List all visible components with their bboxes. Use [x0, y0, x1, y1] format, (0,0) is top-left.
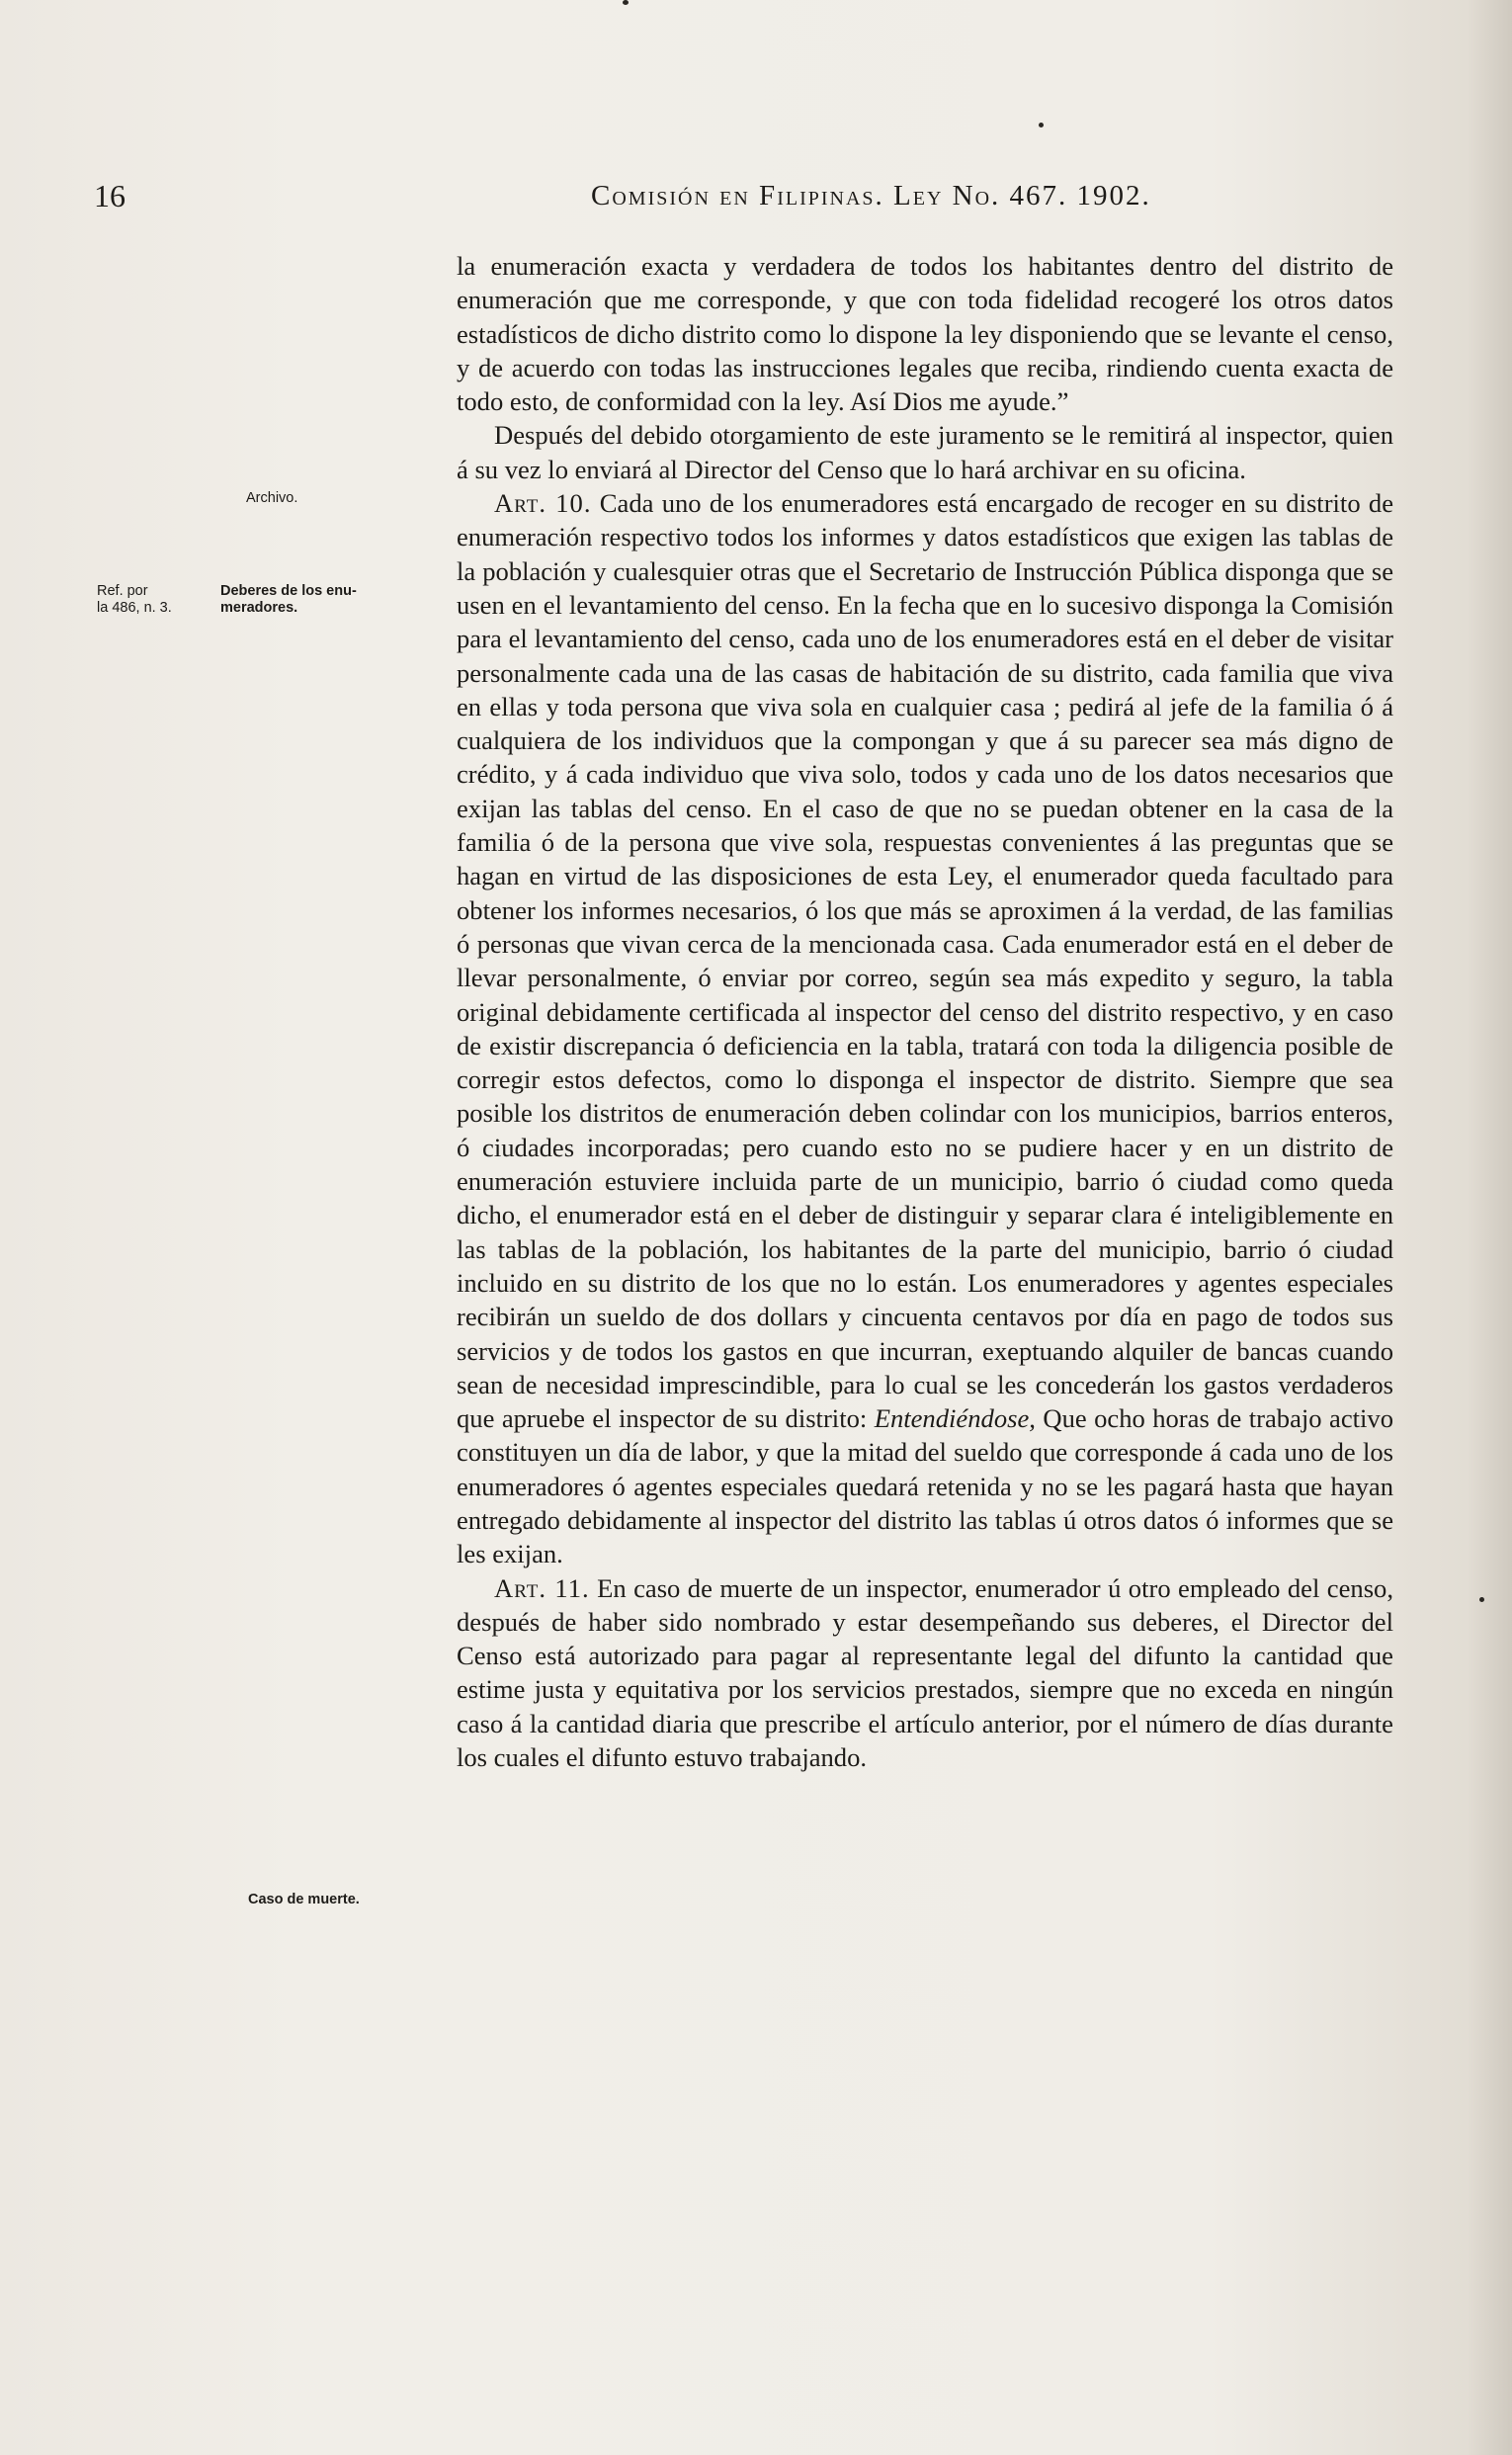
paragraph-archivo: Después del debido otorgamiento de este juramento se le remitirá al inspector, quien á su vez lo enviará al Director del Censo que lo hará archivar en su oficina. — [457, 420, 1393, 484]
body-text — [457, 249, 1393, 1774]
article-11-label: Art. 11. — [494, 1572, 590, 1603]
running-head: Comisión en Filipinas. Ley No. 467. 1902. — [591, 180, 1151, 212]
article-10-text-part2: Que ocho horas de trabajo activo constituyen un día de labor, y que la mitad del sueldo que corresponde á cada uno de los enumeradores ó agentes especiales quedará retenida y no se les pagará hasta que hayan entregado debidamente al inspector del distrito las tablas ú otros datos ó informes que se les exijan. — [457, 1403, 1393, 1569]
page-header — [94, 178, 1314, 217]
article-10-text-part1: Cada uno de los enumeradores está encargado de recoger en su distrito de enumeración respectivo todos los informes y datos estadísticos que exigen las tablas de la población y cualesquier otras que el Secretario de Instrucción Pública disponga que se usen en el levantamiento del censo. En la fecha que en lo sucesivo disponga la Comisión para el levantamiento del censo, cada uno de los enumeradores está en el deber de visitar personalmente cada una de las casas de habitación de su distrito, cada familia que viva en ellas y toda persona que viva sola en cualquier casa ; pedirá al jefe de la familia ó á cualquiera de los individuos que la compongan y que á su parecer sea más digno de crédito, y á cada individuo que viva solo, todos y cada uno de los datos necesarios que exijan las tablas del censo. En el caso de que no se puedan obtener en la casa de la familia ó de la persona que vive sola, respuestas convenientes á las preguntas que se hagan en virtud de las disposiciones de esta Ley, el enumerador queda facultado para obtener los informes necesarios, ó los que más se aproximen á la verdad, de las familias ó personas que vivan cerca de la mencionada casa. Cada enumerador está en el deber de llevar personalmente, ó enviar por correo, según sea más expedito y seguro, la tabla original debidamente certificada al inspector del censo del distrito respectivo, y en caso de existir discrepancia ó deficiencia en la tabla, tratará con toda la diligencia posible de corregir estos defectos, como lo disponga el inspector de distrito. Siempre que sea posible los distritos de enumeración deben colindar con los municipios, barrios enteros, ó ciudades incorporadas; pero cuando esto no se pudiere hacer y en un distrito de enumeración estuviere incluida parte de un municipio, barrio ó ciudad como queda dicho, el enumerador está en el deber de distinguir y separar clara é inteligiblemente en las tablas de la población, los habitantes de la parte del municipio, barrio ó ciudad incluido en su distrito de los que no lo están. Los enumeradores y agentes especiales recibirán un sueldo de dos dollars y cincuenta centavos por día en pago de todos sus servicios y de todos los gastos en que incurran, exeptuando alquiler de bancas cuando sean de necesidad imprescindible, para lo cual se les concederán los gastos verdaderos que apruebe el inspector de su distrito: — [457, 488, 1393, 1434]
margin-note-caso-muerte: Caso de muerte. — [248, 1892, 360, 1907]
margin-note-archivo: Archivo. — [246, 490, 298, 506]
ink-speck — [1039, 123, 1044, 127]
margin-note-reference: Ref. por la 486, n. 3. — [97, 583, 172, 616]
article-11-text: En caso de muerte de un inspector, enumerador ú otro empleado del censo, después de haber sido nombrado y estar desempeñando sus deberes, el Director del Censo está autorizado para pagar al representante legal del difunto la cantidad que estime justa y equitativa por los servicios prestados, siempre que no exceda en ningún caso á la cantidad diaria que prescribe el artículo anterior, por el número de días durante los cuales el difunto estuvo trabajando. — [457, 1572, 1393, 1773]
page-number: 16 — [94, 178, 126, 213]
ink-speck — [1479, 1597, 1484, 1602]
article-10-label: Art. 10. — [494, 488, 592, 519]
paragraph-oath-end: la enumeración exacta y verdadera de todos los habitantes dentro del distrito de enumeración que me corresponde, y que con toda fidelidad recogeré los otros datos estadísticos de dicho distrito como lo dispone la ley disponiendo que se levante el censo, y de acuerdo con todas las instrucciones legales que reciba, rindiendo cuenta exacta de todo esto, de conformidad con la ley. Así Dios me ayude.” — [457, 251, 1393, 417]
ink-speck — [623, 0, 629, 5]
article-10-emphasis: Entendiéndose, — [874, 1403, 1036, 1434]
paragraph-article-11 — [457, 1571, 1393, 1775]
margin-note-deberes: Deberes de los enu- meradores. — [220, 583, 357, 616]
paragraph-article-10 — [457, 486, 1393, 1571]
